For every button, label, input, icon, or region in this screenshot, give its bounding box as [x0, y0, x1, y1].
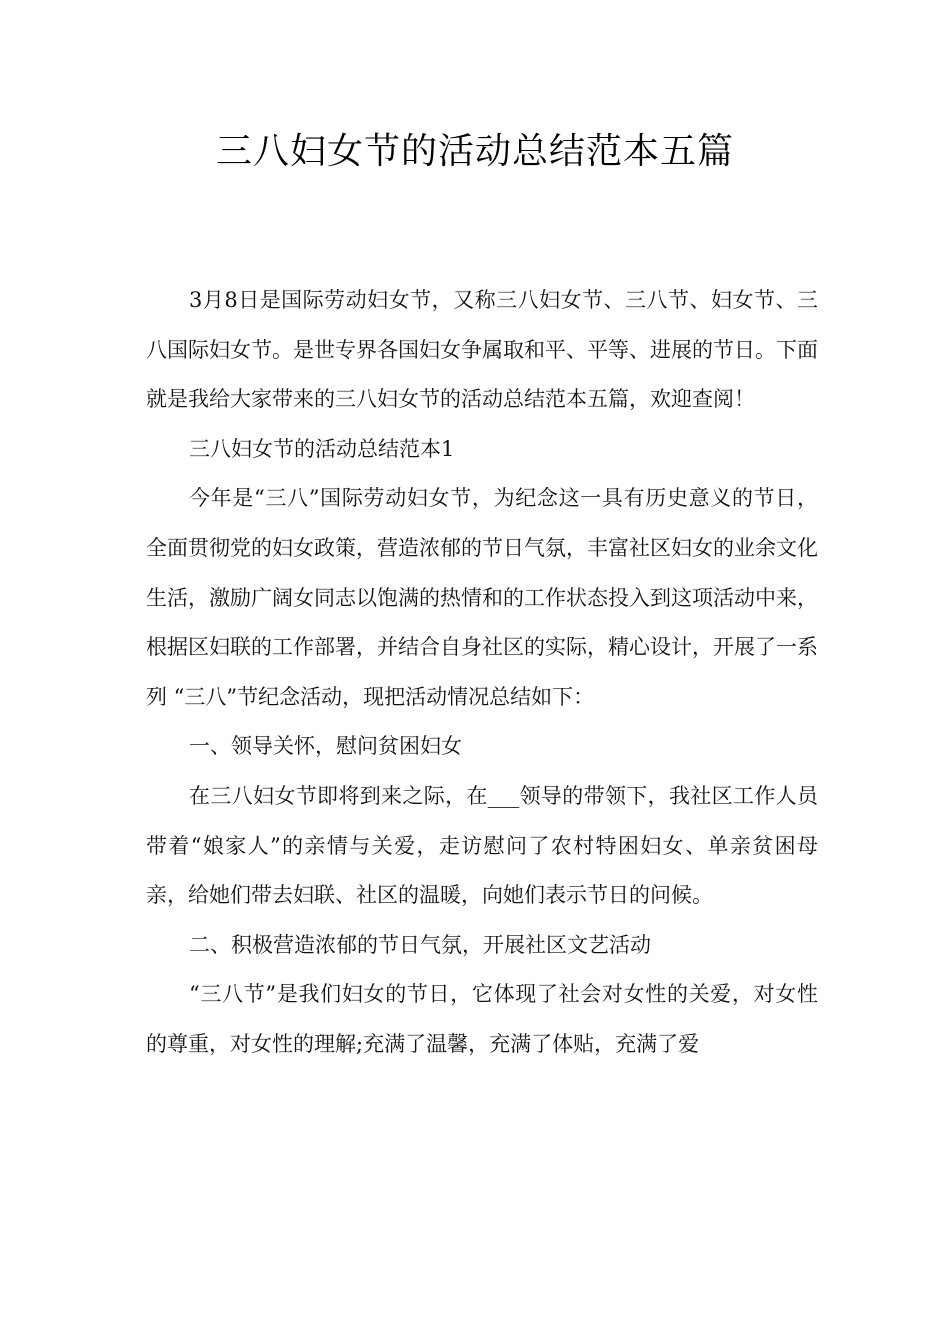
section-heading-2: 二、积极营造浓郁的节日气氛，开展社区文艺活动 — [189, 932, 651, 957]
document-title: 三八妇女节的活动总结范本五篇 — [215, 131, 734, 172]
body-paragraph: 在三八妇女节即将到来之际，在___领导的带领下，我社区工作人员带着“娘家人”的亲情与关爱，走访慰问了农村特困妇女、单亲贫困母亲，给她们带去妇联、社区的温暖，向她们表示节日的问候。 — [146, 783, 818, 908]
body-paragraph: 今年是“三八”国际劳动妇女节，为纪念这一具有历史意义的节日，全面贯彻党的妇女政策，营造浓郁的节日气氛，丰富社区妇女的业余文化生活，激励广阔女同志以饱满的热情和的工作状态投入到这项活动中来，根据区妇联的工作部署，并结合自身社区的实际，精心设计，开展了一系列 “三八”节纪念活动，现把活动情况总结如下： — [146, 486, 818, 709]
section-heading-sample-1: 三八妇女节的活动总结范本1 — [189, 436, 455, 461]
body-paragraph: “三八节”是我们妇女的节日，它体现了社会对女性的关爱，对女性的尊重，对女性的理解;充满了温馨，充满了体贴，充满了爱 — [146, 982, 818, 1056]
intro-paragraph: 3月8日是国际劳动妇女节，又称三八妇女节、三八节、妇女节、三八国际妇女节。是世专界各国妇女争属取和平、平等、进展的节日。下面就是我给大家带来的三八妇女节的活动总结范本五篇，欢迎查阅！ — [146, 288, 818, 412]
document-body — [146, 276, 818, 1070]
section-heading-1: 一、领导关怀，慰问贫困妇女 — [189, 734, 462, 759]
